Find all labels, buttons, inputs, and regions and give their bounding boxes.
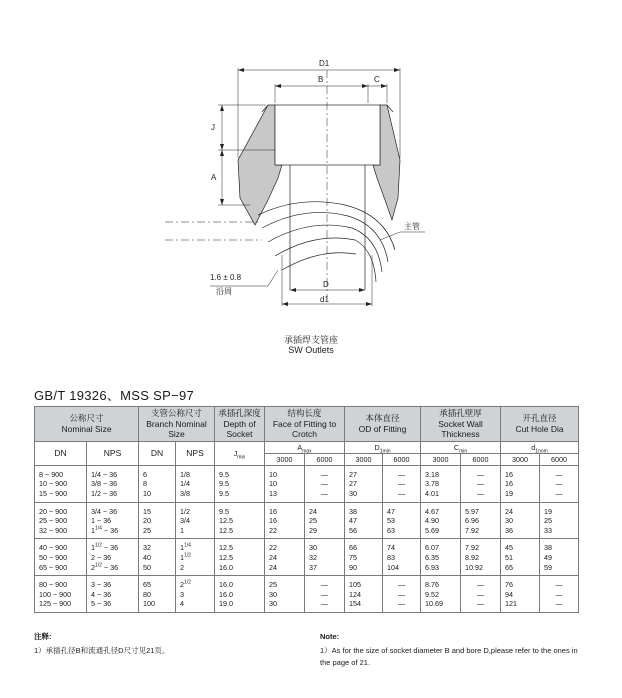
cell-h6: 33 xyxy=(540,526,579,539)
cell-h3: 94 xyxy=(501,590,540,600)
cell-c6: — xyxy=(461,465,501,479)
header-wall: 承插孔壁厚 Socket Wall Thickness xyxy=(421,407,501,442)
cell-nps: $1^{1/2}$ ~ 36 xyxy=(87,539,139,553)
cell-h6: 59 xyxy=(540,563,579,576)
cell-bnps: 3/8 xyxy=(176,489,215,502)
header-c: $C_{min}$ xyxy=(421,441,501,453)
cell-j: 9.5 xyxy=(215,465,265,479)
cell-d6: 53 xyxy=(383,516,421,526)
cell-j: 12.5 xyxy=(215,539,265,553)
cell-c3: 4.01 xyxy=(421,489,461,502)
header-nps: NPS xyxy=(87,441,139,465)
cell-d3: 47 xyxy=(345,516,383,526)
cell-d6: 83 xyxy=(383,553,421,563)
cell-a6: — xyxy=(305,576,345,590)
cell-d6: — xyxy=(383,465,421,479)
cell-d3: 105 xyxy=(345,576,383,590)
cell-c6: 7.92 xyxy=(461,539,501,553)
header-class-3000: 3000 xyxy=(345,453,383,465)
cell-d6: — xyxy=(383,599,421,612)
header-a: $A_{max}$ xyxy=(265,441,345,453)
sw-outlet-drawing xyxy=(0,0,622,330)
cell-h3: 45 xyxy=(501,539,540,553)
cell-a6: 37 xyxy=(305,563,345,576)
cell-bnps: $2^{1/2}$ xyxy=(176,576,215,590)
note-en-text: 1）As for the size of socket diameter B and bore D,please refer to the ones in the page of 21. xyxy=(320,646,578,667)
cell-a3: 22 xyxy=(265,539,305,553)
cell-bdn: 65 xyxy=(139,576,176,590)
cell-nps: 2 ~ 36 xyxy=(87,553,139,563)
cell-c6: — xyxy=(461,489,501,502)
cell-d6: — xyxy=(383,489,421,502)
label-A: A xyxy=(211,173,217,182)
label-along-circle: 沿周 xyxy=(216,287,232,296)
cell-a6: 29 xyxy=(305,526,345,539)
cell-d3: 154 xyxy=(345,599,383,612)
header-cut-hole: 开孔直径 Cut Hole Dia xyxy=(501,407,579,442)
note-en-title: Note: xyxy=(320,632,340,641)
table-row xyxy=(35,576,579,590)
cell-dn: 100 ~ 900 xyxy=(35,590,87,600)
cell-bdn: 100 xyxy=(139,599,176,612)
cell-d6: 74 xyxy=(383,539,421,553)
cell-d6: — xyxy=(383,479,421,489)
cell-c6: — xyxy=(461,599,501,612)
cell-d3: 124 xyxy=(345,590,383,600)
header-class-6000: 6000 xyxy=(305,453,345,465)
cell-j: 9.5 xyxy=(215,479,265,489)
cell-nps: 1 ~ 36 xyxy=(87,516,139,526)
cell-h3: 24 xyxy=(501,502,540,516)
cell-a6: 30 xyxy=(305,539,345,553)
cell-d3: 27 xyxy=(345,465,383,479)
cell-j: 16.0 xyxy=(215,576,265,590)
cell-bdn: 10 xyxy=(139,489,176,502)
cell-a6: 32 xyxy=(305,553,345,563)
cell-j: 19.0 xyxy=(215,599,265,612)
header-face: 结构长度 Face of Fitting to Crotch xyxy=(265,407,345,442)
cell-bnps: $1^{1/4}$ xyxy=(176,539,215,553)
cell-c3: 5.69 xyxy=(421,526,461,539)
cell-dn: 125 ~ 900 xyxy=(35,599,87,612)
cell-dn: 40 ~ 900 xyxy=(35,539,87,553)
cell-nps: 1/2 ~ 36 xyxy=(87,489,139,502)
header-class-6000: 6000 xyxy=(383,453,421,465)
cell-bdn: 32 xyxy=(139,539,176,553)
header-od: 本体直径 OD of Fitting xyxy=(345,407,421,442)
cell-a3: 30 xyxy=(265,590,305,600)
cell-d3: 38 xyxy=(345,502,383,516)
cell-bnps: 1/8 xyxy=(176,465,215,479)
table-row xyxy=(35,539,579,553)
cell-d6: 104 xyxy=(383,563,421,576)
cell-h6: — xyxy=(540,465,579,479)
cell-dn: 50 ~ 900 xyxy=(35,553,87,563)
table-row xyxy=(35,563,579,576)
cell-c3: 6.93 xyxy=(421,563,461,576)
cell-d6: — xyxy=(383,576,421,590)
header-branch-size: 支管公称尺寸 Branch Nominal Size xyxy=(139,407,215,442)
cell-nps: 3/4 ~ 36 xyxy=(87,502,139,516)
cell-a3: 16 xyxy=(265,516,305,526)
cell-h6: 25 xyxy=(540,516,579,526)
cell-a6: — xyxy=(305,489,345,502)
header-class-6000: 6000 xyxy=(540,453,579,465)
cell-dn: 10 ~ 900 xyxy=(35,479,87,489)
cell-c6: — xyxy=(461,479,501,489)
table-row xyxy=(35,590,579,600)
cell-d6: — xyxy=(383,590,421,600)
cell-bnps: 3/4 xyxy=(176,516,215,526)
header-j: $J_{min}$ xyxy=(215,441,265,465)
cell-bdn: 50 xyxy=(139,563,176,576)
cell-a6: 24 xyxy=(305,502,345,516)
cell-bnps: 3 xyxy=(176,590,215,600)
cell-a3: 25 xyxy=(265,576,305,590)
cell-bdn: 40 xyxy=(139,553,176,563)
cell-dn: 8 ~ 900 xyxy=(35,465,87,479)
cell-d3: 56 xyxy=(345,526,383,539)
cell-bnps: 4 xyxy=(176,599,215,612)
cell-h6: — xyxy=(540,489,579,502)
cell-d3: 27 xyxy=(345,479,383,489)
table-row xyxy=(35,599,579,612)
header-dcut: $d_{1nom}$ xyxy=(501,441,579,453)
cell-c3: 4.90 xyxy=(421,516,461,526)
cell-nps: 5 ~ 36 xyxy=(87,599,139,612)
drawing-caption-en: SW Outlets xyxy=(288,345,334,355)
cell-a3: 16 xyxy=(265,502,305,516)
cell-c6: 7.92 xyxy=(461,526,501,539)
label-tolerance: 1.6 ± 0.8 xyxy=(210,273,242,282)
cell-bdn: 20 xyxy=(139,516,176,526)
label-J: J xyxy=(211,123,215,132)
label-D1: D1 xyxy=(319,59,330,68)
cell-dn: 32 ~ 900 xyxy=(35,526,87,539)
header-class-6000: 6000 xyxy=(461,453,501,465)
cell-a3: 10 xyxy=(265,479,305,489)
cell-c3: 10.69 xyxy=(421,599,461,612)
cell-h3: 121 xyxy=(501,599,540,612)
cell-c3: 9.52 xyxy=(421,590,461,600)
cell-dn: 20 ~ 900 xyxy=(35,502,87,516)
cell-bdn: 80 xyxy=(139,590,176,600)
cell-c3: 3.78 xyxy=(421,479,461,489)
cell-h6: 49 xyxy=(540,553,579,563)
socket-bore xyxy=(275,105,380,165)
cell-c3: 3.18 xyxy=(421,465,461,479)
cell-h3: 65 xyxy=(501,563,540,576)
cell-h6: 38 xyxy=(540,539,579,553)
dimension-table xyxy=(34,406,578,613)
label-D: D xyxy=(323,280,329,289)
cell-nps: $1^{1/4}$ ~ 36 xyxy=(87,526,139,539)
cell-j: 16.0 xyxy=(215,563,265,576)
cell-bnps: 1 xyxy=(176,526,215,539)
cell-nps: 1/4 ~ 36 xyxy=(87,465,139,479)
label-B: B xyxy=(318,75,324,84)
cell-dn: 15 ~ 900 xyxy=(35,489,87,502)
cell-h6: 19 xyxy=(540,502,579,516)
cell-a6: — xyxy=(305,465,345,479)
table-row xyxy=(35,502,579,516)
table-body xyxy=(35,465,579,612)
cell-d3: 75 xyxy=(345,553,383,563)
cell-h3: 51 xyxy=(501,553,540,563)
cell-bnps: 1/4 xyxy=(176,479,215,489)
note-cn-text: 1）承插孔径B和流通孔径D尺寸见21页。 xyxy=(34,646,170,655)
cell-bnps: $1^{1/2}$ xyxy=(176,553,215,563)
cell-c3: 6.35 xyxy=(421,553,461,563)
header-dn: DN xyxy=(35,441,87,465)
header-class-3000: 3000 xyxy=(421,453,461,465)
cell-j: 12.5 xyxy=(215,553,265,563)
cell-j: 12.5 xyxy=(215,526,265,539)
header-branch-dn: DN xyxy=(139,441,176,465)
cell-bdn: 25 xyxy=(139,526,176,539)
cell-h6: — xyxy=(540,479,579,489)
table-row xyxy=(35,465,579,479)
cell-nps: $2^{1/2}$ ~ 36 xyxy=(87,563,139,576)
cell-h6: — xyxy=(540,599,579,612)
label-main-pipe: 主管 xyxy=(404,222,420,231)
cell-j: 9.5 xyxy=(215,489,265,502)
table-row xyxy=(35,526,579,539)
header-branch-nps: NPS xyxy=(176,441,215,465)
cell-h6: — xyxy=(540,576,579,590)
cell-a6: — xyxy=(305,590,345,600)
cell-bnps: 2 xyxy=(176,563,215,576)
cell-j: 16.0 xyxy=(215,590,265,600)
cell-dn: 25 ~ 900 xyxy=(35,516,87,526)
cell-h6: — xyxy=(540,590,579,600)
drawing-caption-cn: 承插焊支管座 xyxy=(283,335,338,345)
cell-a3: 30 xyxy=(265,599,305,612)
table-row xyxy=(35,479,579,489)
cell-j: 9.5 xyxy=(215,502,265,516)
header-d: $D_{1min}$ xyxy=(345,441,421,453)
table-row xyxy=(35,553,579,563)
cell-c6: 10.92 xyxy=(461,563,501,576)
cell-j: 12.5 xyxy=(215,516,265,526)
cell-a3: 10 xyxy=(265,465,305,479)
header-class-3000: 3000 xyxy=(265,453,305,465)
cell-h3: 30 xyxy=(501,516,540,526)
cell-c6: 5.97 xyxy=(461,502,501,516)
cell-bdn: 15 xyxy=(139,502,176,516)
cell-a3: 22 xyxy=(265,526,305,539)
cell-a6: 25 xyxy=(305,516,345,526)
cell-a6: — xyxy=(305,479,345,489)
table-row xyxy=(35,516,579,526)
cell-c3: 8.76 xyxy=(421,576,461,590)
cell-nps: 4 ~ 36 xyxy=(87,590,139,600)
cell-a6: — xyxy=(305,599,345,612)
cell-a3: 24 xyxy=(265,563,305,576)
cell-a3: 13 xyxy=(265,489,305,502)
note-cn-title: 注释: xyxy=(34,632,52,641)
cell-bnps: 1/2 xyxy=(176,502,215,516)
label-d1: d1 xyxy=(320,295,329,304)
cell-c6: — xyxy=(461,576,501,590)
cell-c3: 4.67 xyxy=(421,502,461,516)
cell-nps: 3 ~ 36 xyxy=(87,576,139,590)
cell-c6: 8.92 xyxy=(461,553,501,563)
standard-title: GB/T 19326、MSS SP−97 xyxy=(34,388,195,403)
cell-a3: 24 xyxy=(265,553,305,563)
cell-d3: 66 xyxy=(345,539,383,553)
cell-bdn: 6 xyxy=(139,465,176,479)
cell-c6: 6.96 xyxy=(461,516,501,526)
cell-h3: 16 xyxy=(501,465,540,479)
cell-d6: 63 xyxy=(383,526,421,539)
cell-dn: 80 ~ 900 xyxy=(35,576,87,590)
header-class-3000: 3000 xyxy=(501,453,540,465)
label-C: C xyxy=(374,75,380,84)
cell-h3: 16 xyxy=(501,479,540,489)
cell-c6: — xyxy=(461,590,501,600)
cell-c3: 6.07 xyxy=(421,539,461,553)
main-pipe-curve xyxy=(258,202,395,250)
table-row xyxy=(35,489,579,502)
cell-bdn: 8 xyxy=(139,479,176,489)
header-nominal-size: 公称尺寸 Nominal Size xyxy=(35,407,139,442)
header-depth: 承插孔深度 Depth of Socket xyxy=(215,407,265,442)
cell-d3: 30 xyxy=(345,489,383,502)
cell-h3: 36 xyxy=(501,526,540,539)
cell-h3: 19 xyxy=(501,489,540,502)
cell-dn: 65 ~ 900 xyxy=(35,563,87,576)
cell-h3: 76 xyxy=(501,576,540,590)
cell-d6: 47 xyxy=(383,502,421,516)
cell-d3: 90 xyxy=(345,563,383,576)
cell-nps: 3/8 ~ 36 xyxy=(87,479,139,489)
